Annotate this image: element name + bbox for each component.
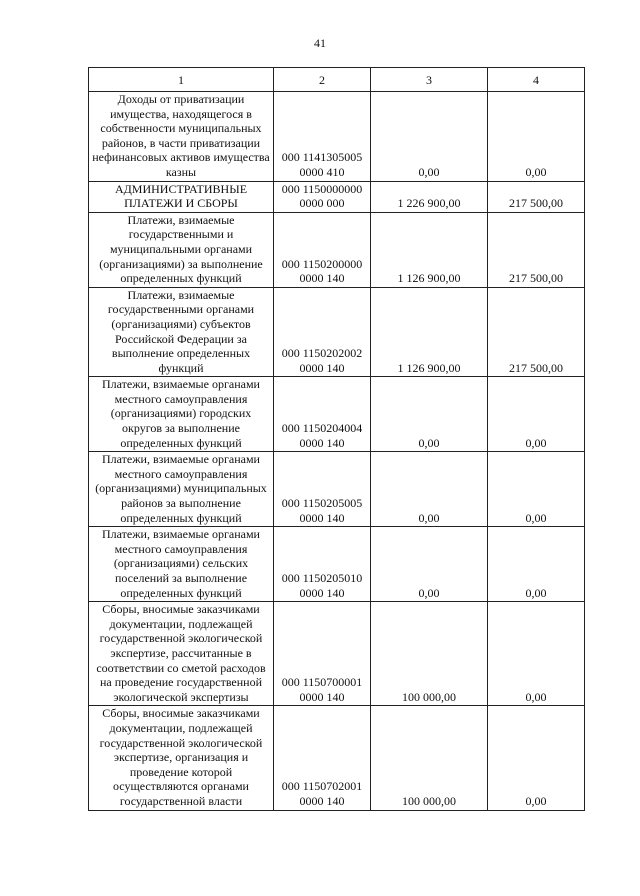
row-value-col4: 0,00 (488, 452, 585, 527)
row-value-col3: 1 126 900,00 (371, 212, 488, 287)
row-value-col4: 0,00 (488, 527, 585, 602)
column-header-1: 1 (89, 68, 274, 92)
table-header-row (89, 68, 585, 92)
table-row (89, 377, 585, 452)
row-name: Платежи, взимаемые государственными органами (организациями) субъектов Российской Федерации за выполнение определенных функций (89, 287, 274, 377)
row-code: 000 1150204004 0000 140 (274, 377, 371, 452)
column-header-3: 3 (371, 68, 488, 92)
budget-revenue-table (88, 67, 585, 811)
row-value-col4: 0,00 (488, 92, 585, 182)
column-header-4: 4 (488, 68, 585, 92)
row-code: 000 1141305005 0000 410 (274, 92, 371, 182)
row-code: 000 1150205005 0000 140 (274, 452, 371, 527)
row-value-col4: 0,00 (488, 706, 585, 810)
row-name: Доходы от приватизации имущества, находящегося в собственности муниципальных районов, в части приватизации нефинансовых активов имущества казны (89, 92, 274, 182)
row-value-col4: 0,00 (488, 377, 585, 452)
row-code: 000 1150000000 0000 000 (274, 181, 371, 212)
column-header-2: 2 (274, 68, 371, 92)
row-name: АДМИНИСТРАТИВНЫЕ ПЛАТЕЖИ И СБОРЫ (89, 181, 274, 212)
row-value-col3: 100 000,00 (371, 706, 488, 810)
row-value-col3: 0,00 (371, 377, 488, 452)
row-code: 000 1150700001 0000 140 (274, 602, 371, 706)
row-value-col3: 1 226 900,00 (371, 181, 488, 212)
row-value-col4: 0,00 (488, 602, 585, 706)
row-value-col4: 217 500,00 (488, 212, 585, 287)
table-row (89, 602, 585, 706)
row-code: 000 1150205010 0000 140 (274, 527, 371, 602)
row-value-col3: 0,00 (371, 452, 488, 527)
row-name: Платежи, взимаемые органами местного самоуправления (организациями) городских округов за выполнение определенных функций (89, 377, 274, 452)
row-name: Сборы, вносимые заказчиками документации, подлежащей государственной экологической экспертизе, рассчитанные в соответствии со сметой расходов на проведение государственной экологической экспертизы (89, 602, 274, 706)
table-row (89, 287, 585, 377)
row-name: Платежи, взимаемые органами местного самоуправления (организациями) сельских поселений за выполнение определенных функций (89, 527, 274, 602)
page-number: 41 (314, 36, 326, 50)
row-name: Платежи, взимаемые государственными и муниципальными органами (организациями) за выполнение определенных функций (89, 212, 274, 287)
row-value-col3: 0,00 (371, 527, 488, 602)
table-row (89, 212, 585, 287)
row-name: Платежи, взимаемые органами местного самоуправления (организациями) муниципальных районов за выполнение определенных функций (89, 452, 274, 527)
row-name: Сборы, вносимые заказчиками документации, подлежащей государственной экологической экспертизе, организация и проведение которой осуществляются органами государственной власти (89, 706, 274, 810)
row-value-col3: 0,00 (371, 92, 488, 182)
row-code: 000 1150202002 0000 140 (274, 287, 371, 377)
row-value-col3: 1 126 900,00 (371, 287, 488, 377)
table-row (89, 452, 585, 527)
table-row (89, 92, 585, 182)
row-value-col4: 217 500,00 (488, 181, 585, 212)
row-code: 000 1150702001 0000 140 (274, 706, 371, 810)
table-row (89, 527, 585, 602)
table-row (89, 706, 585, 810)
table-row (89, 181, 585, 212)
row-value-col3: 100 000,00 (371, 602, 488, 706)
row-value-col4: 217 500,00 (488, 287, 585, 377)
row-code: 000 1150200000 0000 140 (274, 212, 371, 287)
